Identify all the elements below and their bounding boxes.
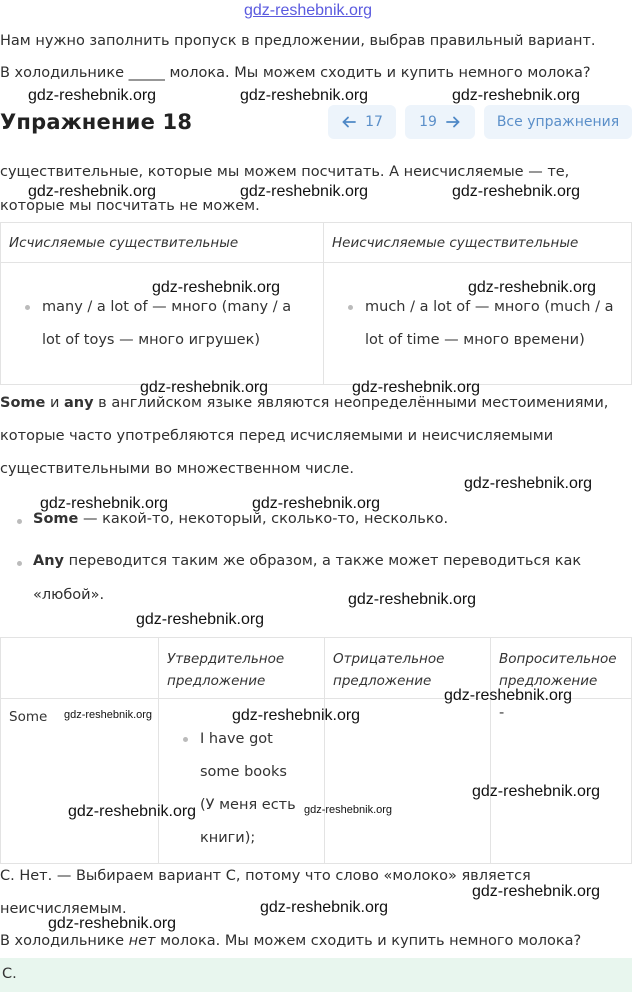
- table2-header-negative-l2: предложение: [333, 673, 432, 689]
- watermark: gdz-reshebnik.org: [136, 611, 265, 628]
- table2-header-question-l2: предложение: [499, 673, 598, 689]
- explanation-line-2: неисчисляемым.: [0, 901, 127, 917]
- any-bullet-line2: «любой».: [33, 587, 105, 603]
- table2-header-affirmative-l2: предложение: [167, 673, 266, 689]
- task-sentence: В холодильнике _____ молока. Мы можем сходить и купить немного молока?: [0, 65, 591, 81]
- table2-question-value: -: [499, 705, 505, 721]
- some-any-table: [0, 637, 632, 864]
- watermark: gdz-reshebnik.org: [28, 87, 157, 104]
- table2-header-empty: [1, 638, 159, 699]
- next-exercise-button[interactable]: [405, 105, 475, 139]
- watermark: gdz-reshebnik.org: [68, 803, 197, 820]
- table1-header-uncountable-text: Неисчисляемые существительные: [332, 235, 579, 251]
- all-exercises-button[interactable]: [484, 105, 632, 139]
- table2-header-negative-l1: Отрицательное: [333, 651, 445, 667]
- watermark: gdz-reshebnik.org: [468, 279, 597, 296]
- watermark: gdz-reshebnik.org: [240, 183, 369, 200]
- table1-header-countable-text: Исчисляемые существительные: [9, 235, 239, 251]
- table1-cell-uncountable-line2: lot of time — много времени): [365, 332, 585, 348]
- watermark: gdz-reshebnik.org: [232, 707, 361, 724]
- watermark: gdz-reshebnik.org: [260, 899, 389, 916]
- watermark: gdz-reshebnik.org: [64, 709, 153, 721]
- theory-line-2: которые мы посчитать не можем.: [0, 198, 260, 214]
- some-any-rest: в английском языке являются неопределёнными местоимениями,: [93, 395, 609, 411]
- watermark: gdz-reshebnik.org: [304, 804, 393, 816]
- bullet-dot: [183, 737, 188, 742]
- arrow-right-icon: [445, 114, 461, 130]
- watermark: gdz-reshebnik.org: [452, 183, 581, 200]
- table2-affirmative-l3: (У меня есть: [200, 797, 296, 813]
- some-bullet-word: Some: [33, 511, 79, 527]
- table2-header-affirmative: [159, 638, 325, 699]
- table2-header-question-l1: Вопросительное: [499, 651, 617, 667]
- watermark: gdz-reshebnik.org: [240, 87, 369, 104]
- countable-table: [0, 222, 632, 385]
- any-bullet-word: Any: [33, 553, 64, 569]
- some-any-line-3: существительными во множественном числе.: [0, 461, 354, 477]
- exercise-title: Упражнение 18: [0, 110, 193, 134]
- any-bullet-text: переводится таким же образом, а также может переводиться как: [64, 553, 582, 569]
- watermark: gdz-reshebnik.org: [348, 591, 477, 608]
- some-any-line-2: которые часто употребляются перед исчисляемыми и неисчисляемыми: [0, 428, 554, 444]
- bullet-dot: [17, 561, 22, 566]
- watermark: gdz-reshebnik.org: [152, 279, 281, 296]
- prev-exercise-label: 17: [365, 114, 383, 130]
- table1-cell-countable-line2: lot of toys — много игрушек): [42, 332, 261, 348]
- some-word: Some: [0, 395, 46, 411]
- prev-exercise-button[interactable]: [328, 105, 396, 139]
- all-exercises-label: Все упражнения: [496, 114, 620, 130]
- watermark: gdz-reshebnik.org: [472, 883, 601, 900]
- and-word: и: [45, 395, 65, 411]
- final-sentence-emphasis: нет: [128, 933, 156, 949]
- watermark: gdz-reshebnik.org: [48, 915, 177, 932]
- final-sentence-pre: В холодильнике: [0, 933, 129, 949]
- watermark: gdz-reshebnik.org: [40, 495, 169, 512]
- table2-affirmative-l4: книги);: [200, 830, 256, 846]
- table2-question-cell: [491, 699, 632, 864]
- watermark: gdz-reshebnik.org: [464, 475, 593, 492]
- table1-header-uncountable: [324, 223, 632, 263]
- table2-affirmative-l2: some books: [200, 764, 287, 780]
- table1-header-countable: [1, 223, 324, 263]
- some-bullet: [33, 511, 448, 527]
- watermark: gdz-reshebnik.org: [28, 183, 157, 200]
- watermark: gdz-reshebnik.org: [140, 379, 269, 396]
- instruction-text: Нам нужно заполнить пропуск в предложении, выбрав правильный вариант.: [0, 33, 596, 49]
- bullet-dot: [25, 305, 30, 310]
- final-sentence: [0, 933, 581, 949]
- table2-affirmative-l1: I have got: [200, 731, 273, 747]
- watermark: gdz-reshebnik.org: [444, 687, 573, 704]
- arrow-left-icon: [341, 114, 357, 130]
- bullet-dot: [17, 519, 22, 524]
- final-sentence-post: молока. Мы можем сходить и купить немного молока?: [155, 933, 582, 949]
- watermark: gdz-reshebnik.org: [352, 379, 481, 396]
- explanation-line-1: C. Нет. — Выбираем вариант C, потому что слово «молоко» является: [0, 868, 531, 884]
- some-bullet-text: — какой-то, некоторый, сколько-то, несколько.: [78, 511, 449, 527]
- watermark: gdz-reshebnik.org: [452, 87, 581, 104]
- bullet-dot: [348, 305, 353, 310]
- table1-cell-countable-line1: many / a lot of — много (many / a: [42, 299, 292, 315]
- watermark: gdz-reshebnik.org: [472, 783, 601, 800]
- table2-row-label: Some: [9, 709, 48, 725]
- watermark-top: gdz-reshebnik.org: [244, 2, 373, 19]
- theory-line-1: существительные, которые мы можем посчитать. А неисчисляемые — те,: [0, 164, 570, 180]
- any-bullet: [33, 553, 581, 569]
- answer-box: [0, 958, 632, 992]
- table1-cell-uncountable-line1: much / a lot of — много (much / a: [365, 299, 614, 315]
- watermark: gdz-reshebnik.org: [252, 495, 381, 512]
- some-any-line-1: [0, 395, 608, 411]
- answer-text: C.: [2, 966, 17, 982]
- any-word: any: [64, 395, 94, 411]
- next-exercise-label: 19: [419, 114, 437, 130]
- table2-header-affirmative-l1: Утвердительное: [167, 651, 285, 667]
- table2-row-label-cell: [1, 699, 159, 864]
